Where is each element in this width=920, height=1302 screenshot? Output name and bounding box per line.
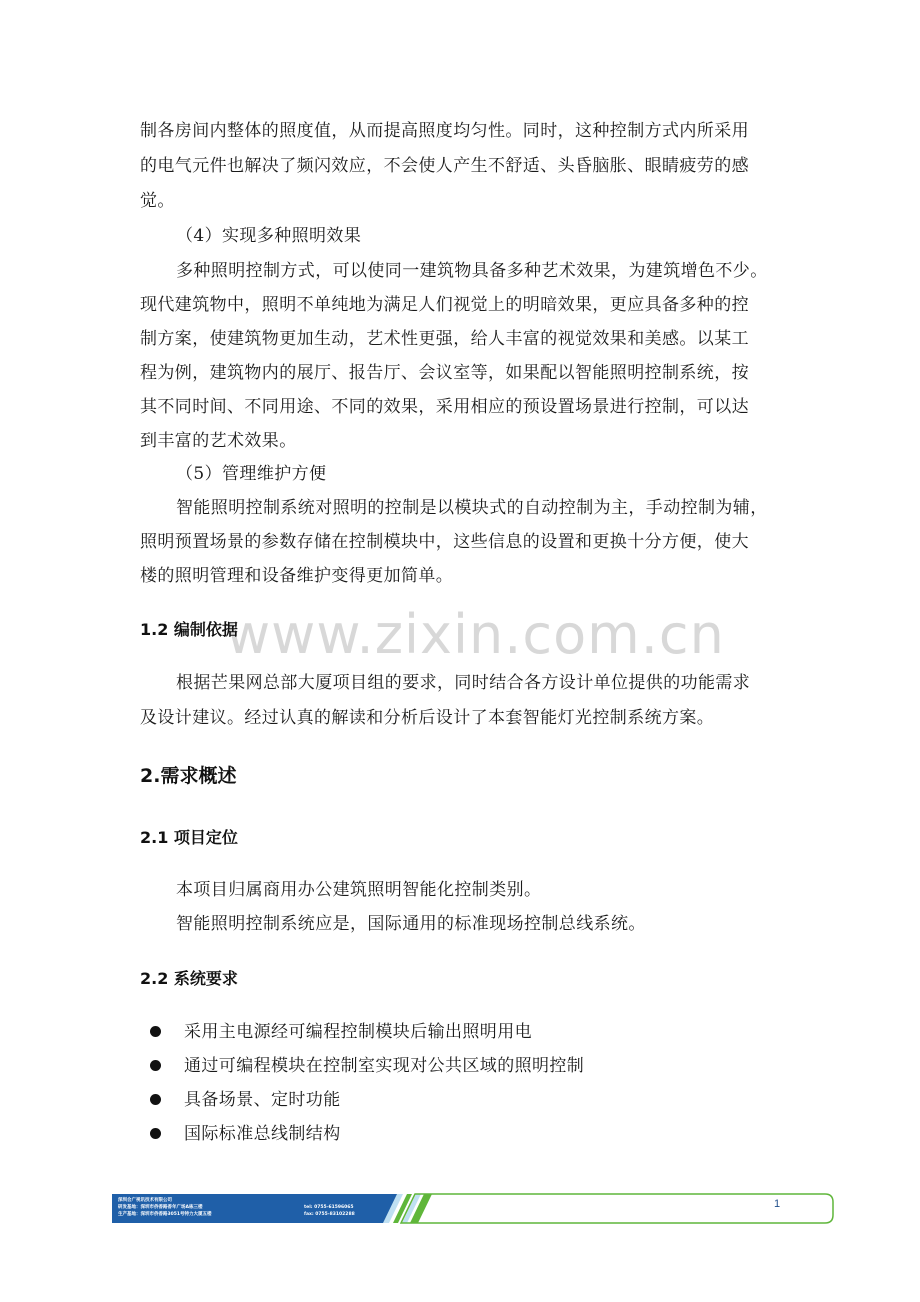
list-item-text: 具备场景、定时功能 — [184, 1090, 341, 1110]
footer-company: 深圳合广视讯技术有限公司 — [118, 1198, 172, 1203]
list-item-text: 采用主电源经可编程控制模块后输出照明用电 — [184, 1022, 532, 1042]
para1-line-3: 觉。 — [140, 191, 175, 211]
para1-line-1: 制各房间内整体的照度值，从而提高照度均匀性。同时，这种控制方式内所采用 — [140, 121, 749, 141]
list-item-text: 通过可编程模块在控制室实现对公共区域的照明控制 — [184, 1056, 585, 1076]
para2-line-4: 程为例，建筑物内的展厅、报告厅、会议室等，如果配以智能照明控制系统，按 — [140, 363, 749, 383]
para5-line-1: 本项目归属商用办公建筑照明智能化控制类别。 — [176, 880, 542, 900]
section-2-2-heading: 2.2 系统要求 — [140, 969, 238, 988]
footer-tel: tel: 0755-61596065 — [304, 1205, 354, 1210]
para2-line-3: 制方案，使建筑物更加生动，艺术性更强，给人丰富的视觉效果和美感。以某工 — [140, 329, 749, 349]
list-item-text: 国际标准总线制结构 — [184, 1124, 341, 1144]
para3-line-2: 照明预置场景的参数存储在控制模块中，这些信息的设置和更换十分方便，使大 — [140, 532, 749, 552]
para2-line-5: 其不同时间、不同用途、不同的效果，采用相应的预设置场景进行控制，可以达 — [140, 397, 749, 417]
section-2-1-heading: 2.1 项目定位 — [140, 828, 238, 847]
bullet-icon — [150, 1026, 161, 1037]
footer-banner-graphic — [112, 1193, 835, 1224]
bullet-icon — [150, 1060, 161, 1071]
page-footer — [112, 1193, 835, 1224]
bullet-icon — [150, 1094, 161, 1105]
footer-production-base: 生产基地：深圳市侨香路3051号特力大厦五楼 — [118, 1212, 212, 1217]
section-1-2-heading: 1.2 编制依据 — [140, 620, 238, 639]
para1-line-2: 的电气元件也解决了频闪效应，不会使人产生不舒适、头昏脑胀、眼睛疲劳的感 — [140, 156, 749, 176]
para3-line-3: 楼的照明管理和设备维护变得更加简单。 — [140, 566, 454, 586]
para5-line-2: 智能照明控制系统应是，国际通用的标准现场控制总线系统。 — [176, 914, 646, 934]
section-2-heading: 2.需求概述 — [140, 765, 237, 787]
footer-fax: fax: 0755-83102288 — [304, 1212, 355, 1217]
bullet-icon — [150, 1128, 161, 1139]
item-5-title: （5）管理维护方便 — [176, 464, 327, 484]
para3-line-1: 智能照明控制系统对照明的控制是以模块式的自动控制为主，手动控制为辅， — [176, 498, 768, 518]
para4-line-2: 及设计建议。经过认真的解读和分析后设计了本套智能灯光控制系统方案。 — [140, 708, 715, 728]
watermark: www.zixin.com.cn — [226, 603, 725, 666]
para4-line-1: 根据芒果网总部大厦项目组的要求，同时结合各方设计单位提供的功能需求 — [176, 673, 751, 693]
para2-line-2: 现代建筑物中，照明不单纯地为满足人们视觉上的明暗效果，更应具备多种的控 — [140, 295, 749, 315]
item-4-title: （4）实现多种照明效果 — [176, 226, 362, 246]
para2-line-6: 到丰富的艺术效果。 — [140, 431, 297, 451]
footer-rd-base: 研发基地：深圳市侨香路香年广场A栋三楼 — [118, 1205, 203, 1210]
page-number: 1 — [774, 1198, 781, 1210]
para2-line-1: 多种照明控制方式，可以使同一建筑物具备多种艺术效果，为建筑增色不少。 — [176, 261, 768, 281]
